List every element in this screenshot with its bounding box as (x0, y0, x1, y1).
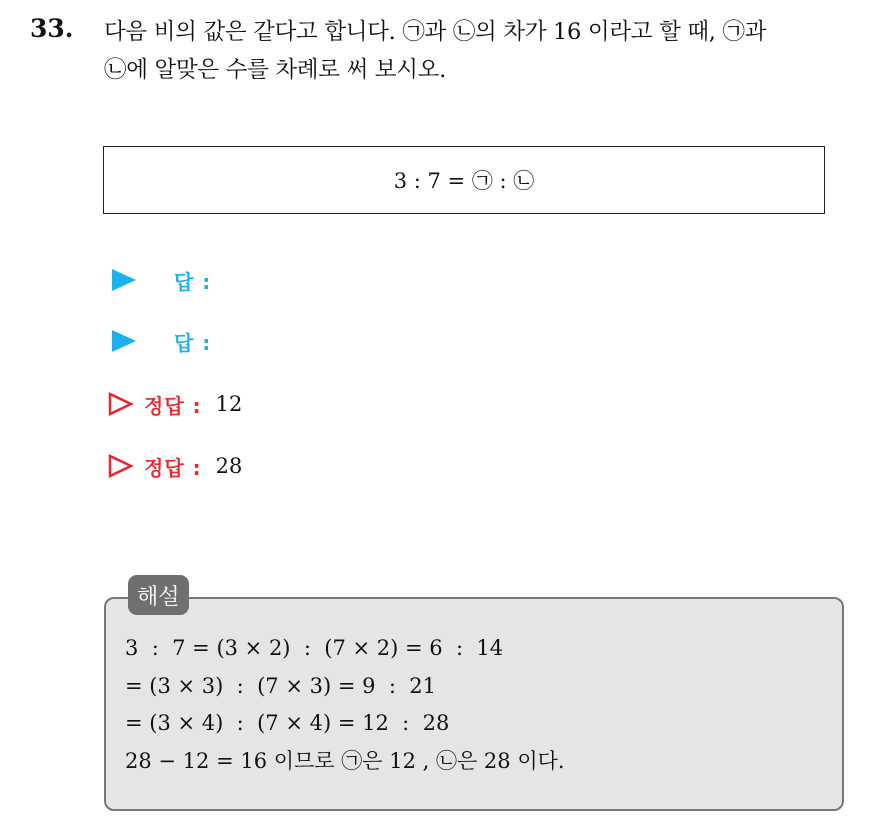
answer-row-2[interactable] (108, 324, 211, 358)
correct-answer-row-2 (108, 449, 242, 483)
explanation-text (125, 630, 825, 780)
correct-answer-value: 28 (215, 454, 243, 478)
question-line-1: 다음 비의 값은 같다고 합니다. ㉠과 ㉡의 차가 16 이라고 할 때, ㉠과 (104, 19, 767, 45)
correct-answer-value: 12 (215, 392, 243, 416)
play-triangle-icon (112, 269, 136, 291)
question-text (104, 13, 869, 89)
equation-text: 3 : 7 = ㉠ : ㉡ (393, 169, 535, 193)
question-line-2: ㉡에 알맞은 수를 차례로 써 보시오. (104, 57, 446, 83)
explanation-line-3: = (3 × 4) : (7 × 4) = 12 : 28 (125, 711, 450, 735)
explanation-line-1: 3 : 7 = (3 × 2) : (7 × 2) = 6 : 14 (125, 636, 504, 660)
answer-row-1[interactable] (108, 263, 211, 297)
correct-answer-label: 정답 : (144, 393, 202, 418)
question-number: 33. (30, 14, 74, 43)
explanation-tab: 해설 (128, 575, 189, 615)
equation-box (103, 146, 825, 214)
correct-answer-label: 정답 : (144, 455, 202, 480)
play-triangle-icon (112, 330, 136, 352)
outline-triangle-icon (108, 454, 134, 478)
outline-triangle-icon (108, 392, 134, 416)
explanation-line-4: 28 − 12 = 16 이므로 ㉠은 12 , ㉡은 28 이다. (125, 748, 565, 773)
correct-answer-row-1 (108, 387, 242, 421)
explanation-line-2: = (3 × 3) : (7 × 3) = 9 : 21 (125, 673, 436, 698)
answer-label: 답 : (174, 330, 212, 355)
answer-label: 답 : (174, 269, 212, 294)
